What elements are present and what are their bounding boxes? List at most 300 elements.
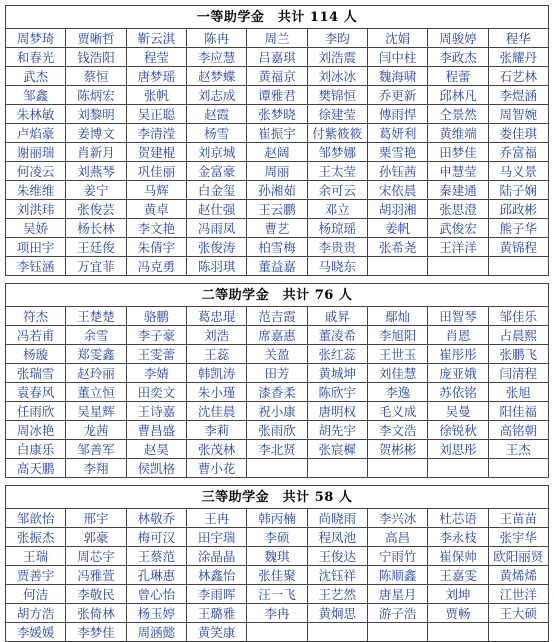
- student-name-cell: 庞亚娥: [428, 364, 488, 383]
- student-name-cell: 王杰: [488, 440, 548, 459]
- student-name-cell: 肖新月: [66, 143, 126, 162]
- student-name-cell: 贺建棍: [126, 143, 186, 162]
- student-name-cell: 黄福京: [247, 67, 307, 86]
- student-name-cell: 张茂林: [186, 440, 246, 459]
- student-name-cell: 孙湘茹: [247, 181, 307, 200]
- student-name-cell: 徐锐秋: [428, 421, 488, 440]
- student-name-cell: 田梦佳: [428, 143, 488, 162]
- grant-table-1: [5, 5, 549, 276]
- section-heading: 一等助学金 共计 114 人: [6, 6, 549, 29]
- student-name-cell: 武俊宏: [428, 219, 488, 238]
- table-row: [6, 547, 549, 566]
- student-name-cell: 邓立: [307, 200, 367, 219]
- student-name-cell: 戚昇: [307, 307, 367, 326]
- table-row: [6, 29, 549, 48]
- student-name-cell: 吴正聪: [126, 105, 186, 124]
- table-row: [6, 364, 549, 383]
- student-name-cell: 魏琪: [247, 547, 307, 566]
- table-row: [6, 528, 549, 547]
- student-name-cell: 唐星月: [367, 585, 427, 604]
- table-row: [6, 238, 549, 257]
- student-name-cell: 江世洋: [488, 585, 548, 604]
- student-name-cell: 仝景然: [428, 105, 488, 124]
- student-name-cell: 杨长林: [66, 219, 126, 238]
- student-name-cell: 贾晰哲: [66, 29, 126, 48]
- student-name-cell: 张宇华: [488, 528, 548, 547]
- student-name-cell: 邹鑫: [6, 86, 66, 105]
- table-row: [6, 48, 549, 67]
- student-name-cell: 程莹: [126, 48, 186, 67]
- empty-cell: [367, 459, 427, 478]
- student-name-cell: 毛义成: [367, 402, 427, 421]
- student-name-cell: 汪一飞: [247, 585, 307, 604]
- table-heading-row: [6, 284, 549, 307]
- table-row: [6, 219, 549, 238]
- student-name-cell: 秦建通: [428, 181, 488, 200]
- student-name-cell: 张思澄: [428, 200, 488, 219]
- student-name-cell: 王蔡范: [126, 547, 186, 566]
- student-name-cell: 韩凯涛: [186, 364, 246, 383]
- student-name-cell: 朱维维: [6, 181, 66, 200]
- student-name-cell: 龙茜: [66, 421, 126, 440]
- student-name-cell: 张梦晓: [247, 105, 307, 124]
- student-name-cell: 李应慧: [186, 48, 246, 67]
- table-row: [6, 402, 549, 421]
- student-name-cell: 贾善宇: [6, 566, 66, 585]
- table-row: [6, 421, 549, 440]
- student-name-cell: 李永枝: [428, 528, 488, 547]
- student-name-cell: 曹小花: [186, 459, 246, 478]
- table-heading-row: [6, 6, 549, 29]
- student-name-cell: 赵昊: [126, 440, 186, 459]
- student-name-cell: 王雯蕾: [126, 345, 186, 364]
- student-name-cell: 关盈: [247, 345, 307, 364]
- student-name-cell: 邹歆怡: [6, 509, 66, 528]
- student-name-cell: 白康乐: [6, 440, 66, 459]
- student-name-cell: 李雨晖: [186, 585, 246, 604]
- student-name-cell: 黄卓: [126, 200, 186, 219]
- student-name-cell: 袁春风: [6, 383, 66, 402]
- student-name-cell: 和春光: [6, 48, 66, 67]
- student-name-cell: 巩佳丽: [126, 162, 186, 181]
- student-name-cell: 崔彤彤: [428, 345, 488, 364]
- empty-cell: [307, 459, 367, 478]
- student-name-cell: 陆子娴: [488, 181, 548, 200]
- student-name-cell: 张宸樨: [307, 440, 367, 459]
- student-name-cell: 余雪: [66, 326, 126, 345]
- student-name-cell: 傅雨悍: [367, 105, 427, 124]
- section-heading: 二等助学金 共计 76 人: [6, 284, 549, 307]
- table-row: [6, 124, 549, 143]
- student-name-cell: 范吉霞: [247, 307, 307, 326]
- student-name-cell: 骆鹏: [126, 307, 186, 326]
- student-name-cell: 邱政彬: [488, 200, 548, 219]
- student-name-cell: 姜帆: [367, 219, 427, 238]
- student-name-cell: 李清滢: [126, 124, 186, 143]
- student-name-cell: 赵阔: [247, 143, 307, 162]
- student-name-cell: 高昌: [367, 528, 427, 547]
- table-row: [6, 585, 549, 604]
- table-row: [6, 459, 549, 478]
- student-name-cell: 赵仕强: [186, 200, 246, 219]
- student-name-cell: 王洋洋: [428, 238, 488, 257]
- student-name-cell: 李政杰: [428, 48, 488, 67]
- table-row: [6, 200, 549, 219]
- table-row: [6, 383, 549, 402]
- student-name-cell: 张耀丹: [488, 48, 548, 67]
- student-name-cell: 赵玲丽: [66, 364, 126, 383]
- empty-cell: [307, 623, 367, 642]
- student-name-cell: 李莉: [186, 421, 246, 440]
- table-row: [6, 604, 549, 623]
- student-name-cell: 刘燕琴: [66, 162, 126, 181]
- student-name-cell: 唐梦瑶: [126, 67, 186, 86]
- scholarship-list-document: [5, 5, 549, 642]
- student-name-cell: 李婧: [126, 364, 186, 383]
- student-name-cell: 王大硕: [488, 604, 548, 623]
- student-name-cell: 涂晶晶: [186, 547, 246, 566]
- student-name-cell: 刘浩: [186, 326, 246, 345]
- student-name-cell: 王瑞: [6, 547, 66, 566]
- grant-table-2: [5, 283, 549, 478]
- student-name-cell: 王冉: [186, 509, 246, 528]
- student-name-cell: 葛妍利: [367, 124, 427, 143]
- student-name-cell: 黄烯烯: [488, 566, 548, 585]
- student-name-cell: 林鑫怡: [186, 566, 246, 585]
- student-name-cell: 杨琼瑶: [307, 219, 367, 238]
- student-name-cell: 徐建莹: [307, 105, 367, 124]
- student-name-cell: 余可云: [307, 181, 367, 200]
- student-name-cell: 周丽: [247, 162, 307, 181]
- student-name-cell: 高天鹏: [6, 459, 66, 478]
- student-name-cell: 田芳: [247, 364, 307, 383]
- student-name-cell: 王俊达: [307, 547, 367, 566]
- table-row: [6, 67, 549, 86]
- student-name-cell: 王世玉: [367, 345, 427, 364]
- student-name-cell: 陈顺鑫: [367, 566, 427, 585]
- student-name-cell: 刘坤: [428, 585, 488, 604]
- student-name-cell: 黄炯思: [307, 604, 367, 623]
- student-name-cell: 武杰: [6, 67, 66, 86]
- student-name-cell: 贺彬彬: [367, 440, 427, 459]
- student-name-cell: 邹善军: [66, 440, 126, 459]
- student-name-cell: 张雨欣: [247, 421, 307, 440]
- student-name-cell: 田奕文: [126, 383, 186, 402]
- student-name-cell: 张希尧: [367, 238, 427, 257]
- student-name-cell: 周冰艳: [6, 421, 66, 440]
- student-name-cell: 李媛媛: [6, 623, 66, 642]
- student-name-cell: 崔振宇: [247, 124, 307, 143]
- student-name-cell: 胡先宇: [307, 421, 367, 440]
- student-name-cell: 孔琳惠: [126, 566, 186, 585]
- student-name-cell: 张帆: [126, 86, 186, 105]
- student-name-cell: 胡方浩: [6, 604, 66, 623]
- student-name-cell: 金富豪: [186, 162, 246, 181]
- student-name-cell: 李兴冰: [367, 509, 427, 528]
- student-name-cell: 刘黎明: [66, 105, 126, 124]
- section-gap: [5, 276, 549, 283]
- student-name-cell: 胡羽湘: [367, 200, 427, 219]
- student-name-cell: 苏依铭: [428, 383, 488, 402]
- student-name-cell: 刘洪玮: [6, 200, 66, 219]
- student-name-cell: 陈羽琪: [186, 257, 246, 276]
- student-name-cell: 李硕: [247, 528, 307, 547]
- student-name-cell: 李贵贵: [307, 238, 367, 257]
- student-name-cell: 贾畅: [428, 604, 488, 623]
- student-name-cell: 樊锦恒: [307, 86, 367, 105]
- student-name-cell: 王云鹏: [247, 200, 307, 219]
- empty-cell: [488, 257, 548, 276]
- student-name-cell: 王苗苗: [488, 509, 548, 528]
- student-name-cell: 董凌希: [307, 326, 367, 345]
- student-name-cell: 黄笑康: [186, 623, 246, 642]
- student-name-cell: 周骏婷: [428, 29, 488, 48]
- student-name-cell: 赵霞: [186, 105, 246, 124]
- student-name-cell: 田智琴: [428, 307, 488, 326]
- student-name-cell: 周芯宇: [66, 547, 126, 566]
- student-name-cell: 冯克勇: [126, 257, 186, 276]
- student-name-cell: 张鹏飞: [488, 345, 548, 364]
- student-name-cell: 曾心怡: [126, 585, 186, 604]
- student-name-cell: 周梦琦: [6, 29, 66, 48]
- table-row: [6, 143, 549, 162]
- empty-cell: [488, 623, 548, 642]
- student-name-cell: 侯凯格: [126, 459, 186, 478]
- section-heading: 三等助学金 共计 58 人: [6, 486, 549, 509]
- student-name-cell: 马辉: [126, 181, 186, 200]
- student-name-cell: 万宜菲: [66, 257, 126, 276]
- student-name-cell: 陈冉: [186, 29, 246, 48]
- student-name-cell: 冯雨凤: [186, 219, 246, 238]
- empty-cell: [367, 257, 427, 276]
- student-name-cell: 申慧莹: [428, 162, 488, 181]
- student-name-cell: 张旭: [488, 383, 548, 402]
- student-name-cell: 李北贤: [247, 440, 307, 459]
- empty-cell: [247, 459, 307, 478]
- student-name-cell: 何洁: [6, 585, 66, 604]
- student-name-cell: 李钰涵: [6, 257, 66, 276]
- student-name-cell: 谢丽瑞: [6, 143, 66, 162]
- student-name-cell: 靳云淇: [126, 29, 186, 48]
- student-name-cell: 高铭朝: [488, 421, 548, 440]
- student-name-cell: 李文浩: [367, 421, 427, 440]
- student-name-cell: 柏雪梅: [247, 238, 307, 257]
- grant-table-3: [5, 485, 549, 642]
- student-name-cell: 游子浩: [367, 604, 427, 623]
- student-name-cell: 黄城坤: [307, 364, 367, 383]
- student-name-cell: 王太莹: [307, 162, 367, 181]
- student-name-cell: 郑雯鑫: [66, 345, 126, 364]
- student-name-cell: 石艺林: [488, 67, 548, 86]
- student-name-cell: 李翔: [66, 459, 126, 478]
- student-name-cell: 朱小瑾: [186, 383, 246, 402]
- student-name-cell: 项田宇: [6, 238, 66, 257]
- student-name-cell: 马晓东: [307, 257, 367, 276]
- student-name-cell: 冯雅萱: [66, 566, 126, 585]
- student-name-cell: 张红蕊: [307, 345, 367, 364]
- student-name-cell: 程蕾: [428, 67, 488, 86]
- table-row: [6, 86, 549, 105]
- empty-cell: [428, 623, 488, 642]
- student-name-cell: 吴曼: [428, 402, 488, 421]
- student-name-cell: 张佳聚: [247, 566, 307, 585]
- student-name-cell: 陈欣宇: [307, 383, 367, 402]
- table-row: [6, 345, 549, 364]
- table-row: [6, 326, 549, 345]
- student-name-cell: 林敬乔: [126, 509, 186, 528]
- student-name-cell: 栗雪艳: [367, 143, 427, 162]
- student-name-cell: 邱林凡: [428, 86, 488, 105]
- student-name-cell: 闫清程: [488, 364, 548, 383]
- student-name-cell: 王璐雅: [186, 604, 246, 623]
- student-name-cell: 王廷俊: [66, 238, 126, 257]
- student-name-cell: 王诗嘉: [126, 402, 186, 421]
- student-name-cell: 杨璇: [6, 345, 66, 364]
- student-name-cell: 李冉: [247, 604, 307, 623]
- student-name-cell: 唐明权: [307, 402, 367, 421]
- student-name-cell: 朱倩宇: [126, 238, 186, 257]
- table-row: [6, 257, 549, 276]
- student-name-cell: 沈佳晨: [186, 402, 246, 421]
- student-name-cell: 王楚楚: [66, 307, 126, 326]
- student-name-cell: 程华: [488, 29, 548, 48]
- student-name-cell: 钱浩阳: [66, 48, 126, 67]
- student-name-cell: 韩丙楠: [247, 509, 307, 528]
- table-row: [6, 307, 549, 326]
- student-name-cell: 占晨熙: [488, 326, 548, 345]
- student-name-cell: 漆香柔: [247, 383, 307, 402]
- student-name-cell: 孙钰茜: [367, 162, 427, 181]
- student-name-cell: 周涵懿: [126, 623, 186, 642]
- student-name-cell: 乔富福: [488, 143, 548, 162]
- student-name-cell: 张俊芸: [66, 200, 126, 219]
- student-name-cell: 董立恒: [66, 383, 126, 402]
- student-name-cell: 赵梦蝶: [186, 67, 246, 86]
- student-name-cell: 杨雪: [186, 124, 246, 143]
- student-name-cell: 冯若甫: [6, 326, 66, 345]
- student-name-cell: 乔更新: [367, 86, 427, 105]
- student-name-cell: 何凌云: [6, 162, 66, 181]
- student-name-cell: 梅可汉: [126, 528, 186, 547]
- student-name-cell: 杜芯语: [428, 509, 488, 528]
- student-name-cell: 黄锦程: [488, 238, 548, 257]
- student-name-cell: 张振杰: [6, 528, 66, 547]
- student-name-cell: 邹佳乐: [488, 307, 548, 326]
- table-row: [6, 181, 549, 200]
- student-name-cell: 白金玺: [186, 181, 246, 200]
- student-name-cell: 席嘉惠: [247, 326, 307, 345]
- student-name-cell: 李逸: [367, 383, 427, 402]
- student-name-cell: 刘志成: [186, 86, 246, 105]
- table-row: [6, 162, 549, 181]
- empty-cell: [428, 257, 488, 276]
- student-name-cell: 欧阳丽贤: [488, 547, 548, 566]
- student-name-cell: 李煜涵: [488, 86, 548, 105]
- student-name-cell: 魏海啸: [367, 67, 427, 86]
- student-name-cell: 马义景: [488, 162, 548, 181]
- student-name-cell: 付紫筱筱: [307, 124, 367, 143]
- student-name-cell: 黄维端: [428, 124, 488, 143]
- student-name-cell: 宋依晨: [367, 181, 427, 200]
- empty-cell: [247, 623, 307, 642]
- table-row: [6, 509, 549, 528]
- student-name-cell: 程凤池: [307, 528, 367, 547]
- student-name-cell: 杨玉婷: [126, 604, 186, 623]
- table-row: [6, 440, 549, 459]
- student-name-cell: 张倚林: [66, 604, 126, 623]
- table-row: [6, 566, 549, 585]
- student-name-cell: 沈娟: [367, 29, 427, 48]
- student-name-cell: 鄢灿: [367, 307, 427, 326]
- student-name-cell: 李子豪: [126, 326, 186, 345]
- student-name-cell: 吴娇: [6, 219, 66, 238]
- student-name-cell: 任雨欣: [6, 402, 66, 421]
- table-row: [6, 105, 549, 124]
- student-name-cell: 邢宇: [66, 509, 126, 528]
- student-name-cell: 董益嘉: [247, 257, 307, 276]
- student-name-cell: 刘冰冰: [307, 67, 367, 86]
- student-name-cell: 姜宁: [66, 181, 126, 200]
- student-name-cell: 谭雅君: [247, 86, 307, 105]
- student-name-cell: 沈钰祥: [307, 566, 367, 585]
- student-name-cell: 曹昌盛: [126, 421, 186, 440]
- student-name-cell: 王嘉雯: [428, 566, 488, 585]
- student-name-cell: 蔡恒: [66, 67, 126, 86]
- student-name-cell: 朱林敏: [6, 105, 66, 124]
- student-name-cell: 熊子华: [488, 219, 548, 238]
- student-name-cell: 阳佳福: [488, 402, 548, 421]
- empty-cell: [367, 623, 427, 642]
- student-name-cell: 吴星辉: [66, 402, 126, 421]
- student-name-cell: 祝小康: [247, 402, 307, 421]
- student-name-cell: 刘佳慧: [367, 364, 427, 383]
- student-name-cell: 宁雨竹: [367, 547, 427, 566]
- student-name-cell: 崔保帅: [428, 547, 488, 566]
- table-row: [6, 623, 549, 642]
- student-name-cell: 陈炳宏: [66, 86, 126, 105]
- student-name-cell: 刘京城: [186, 143, 246, 162]
- student-name-cell: 娄佳琪: [488, 124, 548, 143]
- student-name-cell: 曹艺: [247, 219, 307, 238]
- empty-cell: [428, 459, 488, 478]
- student-name-cell: 李旭阳: [367, 326, 427, 345]
- student-name-cell: 符杰: [6, 307, 66, 326]
- student-name-cell: 张瑞雪: [6, 364, 66, 383]
- table-heading-row: [6, 486, 549, 509]
- student-name-cell: 周兰: [247, 29, 307, 48]
- student-name-cell: 王蕊: [186, 345, 246, 364]
- empty-cell: [488, 459, 548, 478]
- student-name-cell: 李梦佳: [66, 623, 126, 642]
- student-name-cell: 周智婉: [488, 105, 548, 124]
- student-name-cell: 田宇瑞: [186, 528, 246, 547]
- student-name-cell: 闫中柱: [367, 48, 427, 67]
- student-name-cell: 卢焰豪: [6, 124, 66, 143]
- student-name-cell: 张俊涛: [186, 238, 246, 257]
- student-name-cell: 王艺然: [307, 585, 367, 604]
- student-name-cell: 刘思彤: [428, 440, 488, 459]
- student-name-cell: 刘浩震: [307, 48, 367, 67]
- student-name-cell: 李文艳: [126, 219, 186, 238]
- student-name-cell: 郭豪: [66, 528, 126, 547]
- student-name-cell: 肖恩: [428, 326, 488, 345]
- student-name-cell: 尚晓雨: [307, 509, 367, 528]
- student-name-cell: 李敬民: [66, 585, 126, 604]
- student-name-cell: 姜博文: [66, 124, 126, 143]
- student-name-cell: 吕嘉琪: [247, 48, 307, 67]
- student-name-cell: 葛忠琨: [186, 307, 246, 326]
- student-name-cell: 李昀: [307, 29, 367, 48]
